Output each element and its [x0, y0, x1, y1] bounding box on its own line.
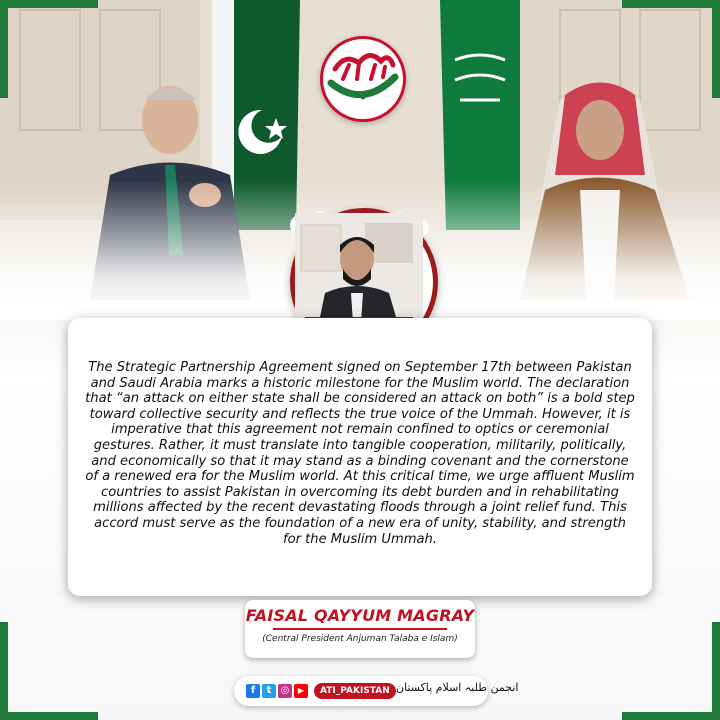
author-name-plate — [245, 600, 475, 658]
calligraphy-logo — [320, 36, 406, 122]
frame-corner-top-right — [622, 0, 720, 98]
twitter-icon[interactable]: t — [262, 684, 276, 698]
youtube-icon[interactable]: ▶ — [294, 684, 308, 698]
frame-corner-top-left — [0, 0, 98, 98]
article-body: The Strategic Partnership Agreement signed on September 17th between Pakistan and Saudi Arabia marks a historic milestone for the Muslim world. The declaration that “an attack on either state shall be considered an attack on both” is a bold step toward collective security and reflects the true voice of the Ummah. However, it is imperative that this agreement not remain confined to optics or ceremonial gestures. Rather, it must translate into tangible cooperation, militarily, politically, and economically so that it may stand as a binding covenant and the cornerstone of a renewed era for the Muslim world. At this critical time, we urge affluent Muslim countries to assist Pakistan in overcoming its debt burden and in rehabilitating millions affected by the recent devastating floods through a joint relief fund. This accord must serve as the foundation of a new era of unity, stability, and strength for the Muslim Ummah. — [85, 360, 635, 547]
frame-corner-bottom-right — [622, 622, 720, 720]
name-divider — [273, 628, 447, 630]
organization-name-urdu: انجمن طلبہ اسلام پاکستان — [396, 681, 519, 694]
facebook-icon[interactable]: f — [246, 684, 260, 698]
frame-corner-bottom-left — [0, 622, 98, 720]
author-name: FAISAL QAYYUM MAGRAY — [245, 606, 475, 625]
author-title: (Central President Anjuman Talaba e Islam) — [262, 634, 458, 644]
social-handle[interactable]: ATI_PAKISTAN — [314, 683, 396, 699]
footer-bar — [234, 676, 519, 706]
calligraphy-emblem-icon — [323, 39, 403, 119]
instagram-icon[interactable]: ◎ — [278, 684, 292, 698]
